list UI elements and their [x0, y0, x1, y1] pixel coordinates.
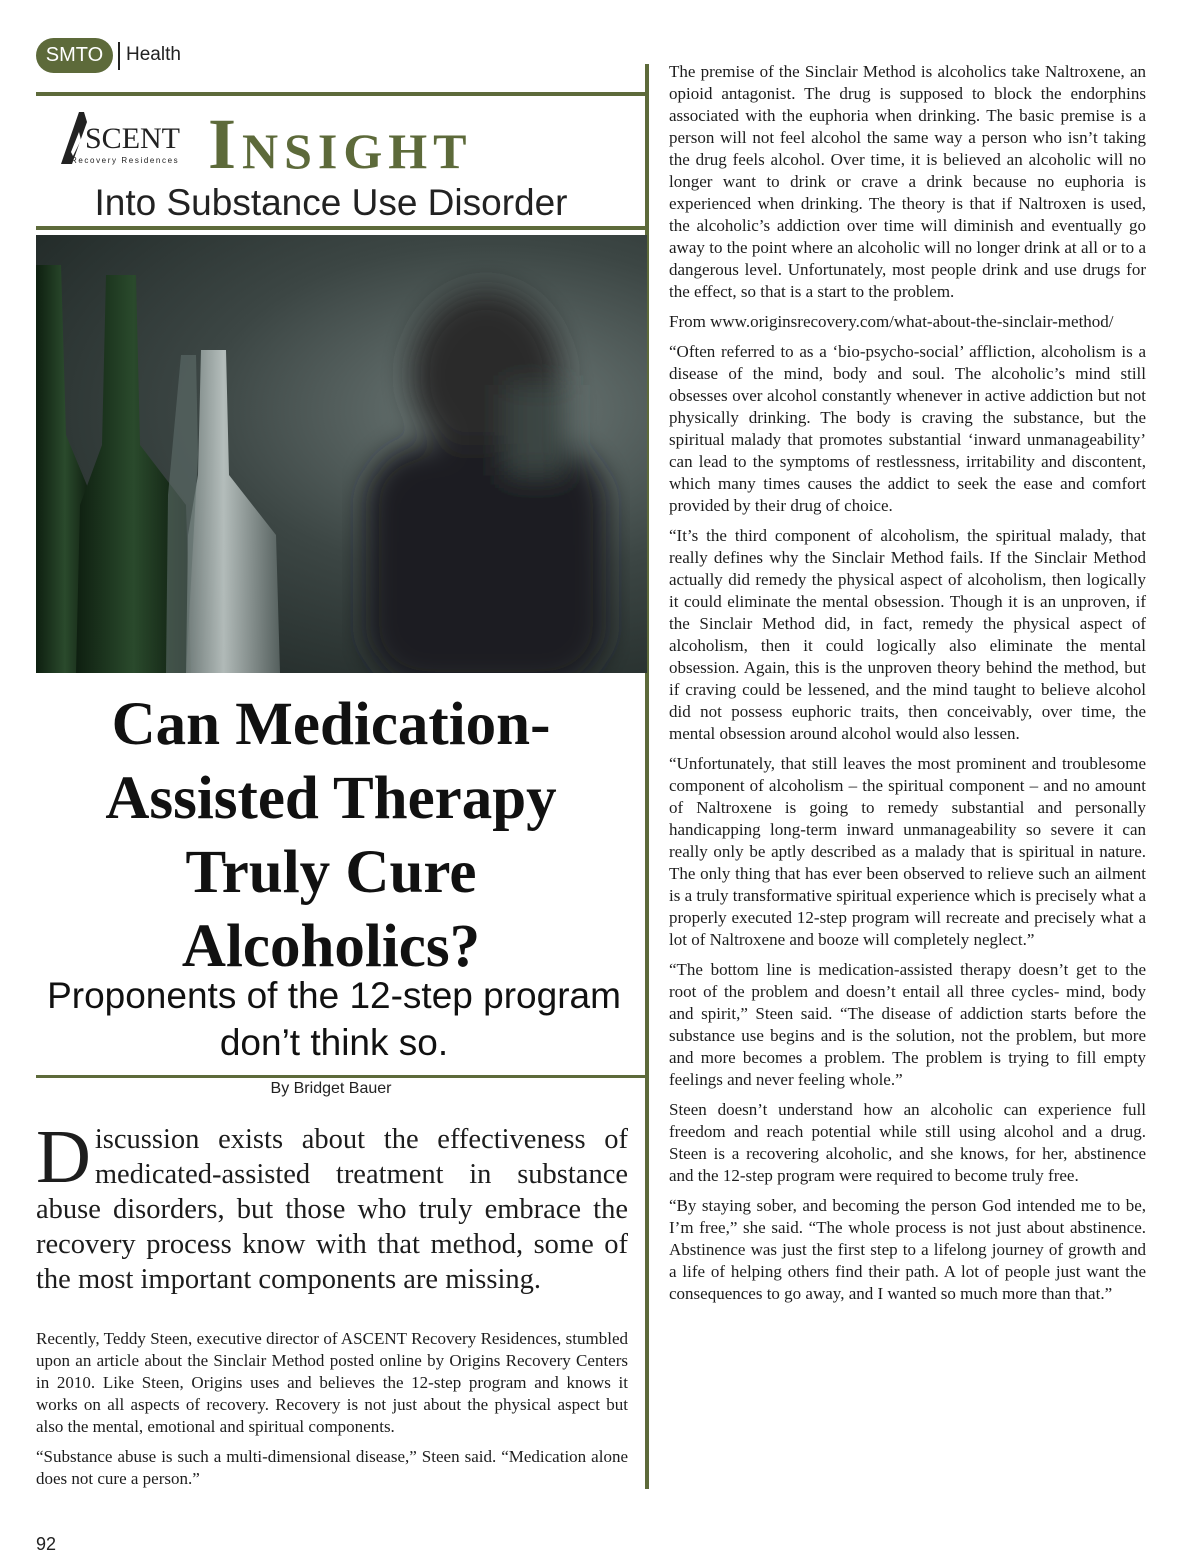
byline: By Bridget Bauer: [270, 1080, 392, 1097]
section-label: Health: [126, 44, 181, 65]
section-divider: [118, 42, 120, 70]
source-citation: From www.originsrecovery.com/what-about-the-sinclair-method/: [669, 312, 1114, 331]
ascent-logo: [57, 108, 187, 170]
logo-tagline: Recovery Residences: [71, 156, 180, 165]
masthead-bottom-rule: [36, 226, 648, 230]
headline-bottom-rule: [36, 1075, 648, 1078]
masthead-subtitle: Into Substance Use Disorder: [94, 182, 568, 223]
body-paragraph: Steen doesn’t understand how an alcoholic can experience full freedom and reach potential while still using alcohol and a drug. Steen is a recovering alcoholic, and she knows, for her, abstinence and the 12-step program were required to become truly free.: [669, 1100, 1146, 1185]
article-subheadline: Proponents of the 12-step program don’t think so.: [47, 975, 621, 1063]
body-paragraph: “It’s the third component of alcoholism, the spiritual malady, that really defines why the Sinclair Method fails. If the Sinclair Method actually did remedy the physical aspect of alcoholism, then logically it could eliminate the mental obsession. Though it is an unproven, if the Sinclair Method did, in fact, remedy the physical aspect of alcoholism, then it could logically also eliminate the mental obsession. Again, this is the unproven theory behind the method, but if craving could be lessened, and the mind taught to believe alcohol did not possess euphoric traits, then conceivably, over time, the mental obsession around alcohol would also lessen.: [669, 526, 1146, 743]
page-number: 92: [36, 1534, 57, 1554]
right-column-body: [669, 61, 1146, 1313]
body-paragraph: “By staying sober, and becoming the person God intended me to be, I’m free,” she said. “The whole process is not just about abstinence. Abstinence was just the first step to a lifelong journey of growth and a life of helping others find their path. A lot of people just want the consequences to go away, and I wanted so much more than that.”: [669, 1196, 1146, 1303]
logo-wordmark: SCENT: [85, 122, 181, 155]
masthead-top-rule: [36, 92, 648, 96]
left-column-body: [36, 1328, 628, 1498]
masthead-title: Insight: [208, 104, 473, 184]
body-paragraph: “Substance abuse is such a multi-dimensional disease,” Steen said. “Medication alone does not cure a person.”: [36, 1447, 628, 1488]
lead-text: iscussion exists about the effectiveness of medicated-assisted treatment in substance abuse disorders, but those who truly embrace the recovery process know with that method, some of the most important components are missing.: [36, 1124, 628, 1295]
body-paragraph: “Unfortunately, that still leaves the most prominent and troublesome component of alcoholism – the spiritual component – and no amount of Naltroxene is going to remedy substantial and personally handicapping long-term inward unmanageability so severe it can really only be aptly described as a malady that is spiritual in nature. The only thing that has ever been observed to relieve such an ailment is a truly transformative spiritual experience which is precisely what a properly executed 12-step program will recreate and precisely what a lot of Naltroxene and booze will completely neglect.”: [669, 754, 1146, 949]
body-paragraph: “Often referred to as a ‘bio-psycho-social’ affliction, alcoholism is a disease of the mind, body and soul. The alcoholic’s mind still obsesses over alcohol constantly whenever in active addiction but not physically drinking. The body is craving the substance, but the spiritual malady that promotes substantial ‘inward unmanageability’ can lead to the symptoms of restlessness, irritability and discontent, which many times causes the addict to seek the ease and comfort provided by their drug of choice.: [669, 342, 1146, 515]
article-headline: Can Medication-Assisted Therapy Truly Cure Alcoholics?: [105, 691, 557, 980]
body-paragraph: Recently, Teddy Steen, executive director of ASCENT Recovery Residences, stumbled upon an article about the Sinclair Method posted online by Origins Recovery Centers in 2010. Like Steen, Origins uses and believes the 12-step program and knows it works on all aspects of recovery. Recovery is not just about the physical aspect but also the mental, emotional and spiritual components.: [36, 1329, 628, 1436]
body-paragraph: The premise of the Sinclair Method is alcoholics take Naltroxene, an opioid antagonist. The drug is supposed to block the endorphins associated with the euphoria when drinking. The basic premise is a person will not feel alcohol the same way a person who isn’t taking the drug feels alcohol. Over time, it is believed an alcoholic will no longer want to drink or crave a drink because no euphoria is experienced when drinking. The theory is that if Naltroxen is used, the alcoholic’s addiction over time will diminish and eventually go away to the point where an alcoholic will no longer drink at all or to a dangerous level. Unfortunately, most people drink and use drugs for the effect, so that is a start to the problem.: [669, 62, 1146, 301]
lead-paragraph: [36, 1115, 628, 1297]
body-paragraph: “The bottom line is medication-assisted therapy doesn’t get to the root of the problem and doesn’t entail all three cycles- mind, body and spirit,” Steen said. “The disease of addiction starts before the substance use begins and is the solution, not the problem, but more and more becomes a problem. The problem is trying to fill empty feelings and never feeling whole.”: [669, 960, 1146, 1089]
article-photo: [36, 235, 647, 673]
section-badge: SMTO: [36, 38, 113, 73]
drop-cap: D: [36, 1115, 91, 1199]
